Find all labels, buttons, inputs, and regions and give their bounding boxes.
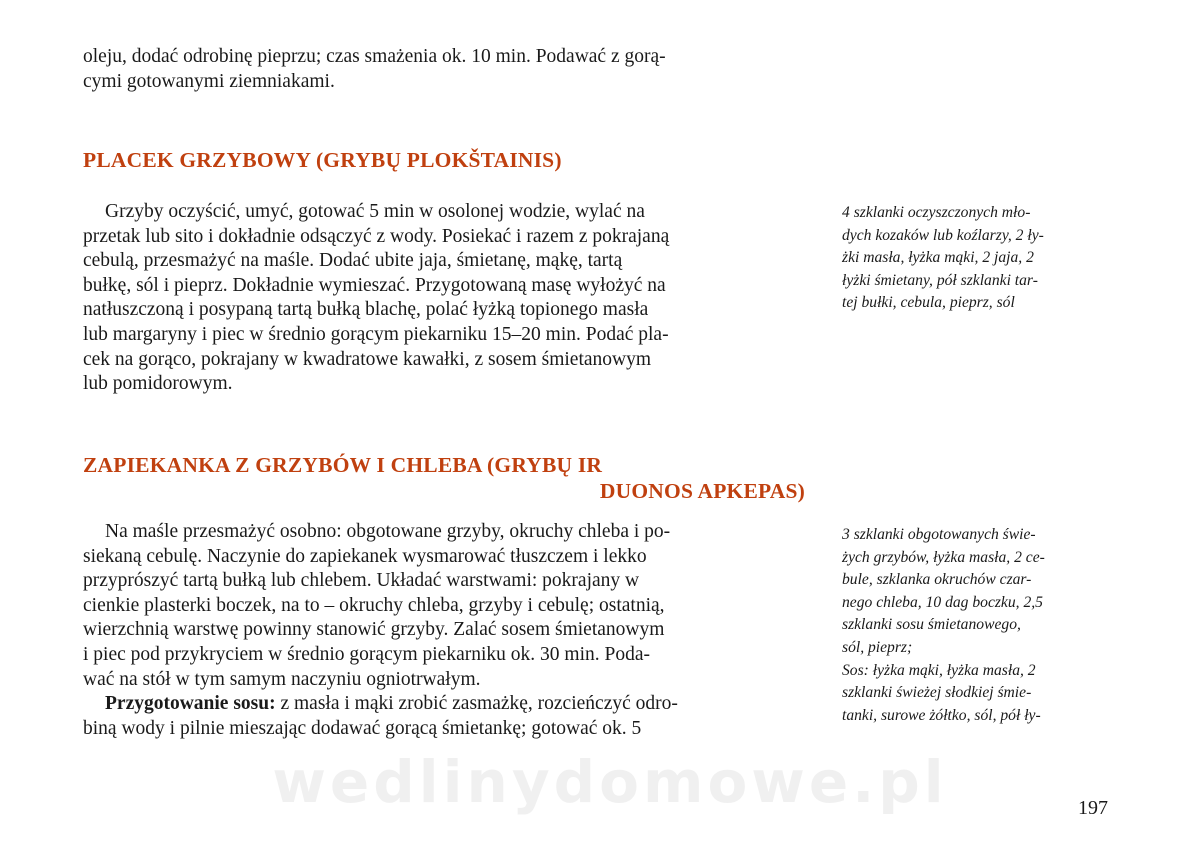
ingredient-line: tej bułki, cebula, pieprz, sól bbox=[842, 294, 1015, 312]
ingredient-line: 3 szklanki obgotowanych świe- bbox=[842, 526, 1036, 543]
recipe2-body bbox=[83, 520, 805, 741]
text-line: cienkie plasterki boczek, na to – okruchy chleba, grzyby i cebulę; ostatnią, bbox=[83, 594, 665, 616]
sauce-line bbox=[83, 692, 805, 717]
text-line: lub pomidorowym. bbox=[83, 373, 233, 395]
ingredient-line: sól, pieprz; bbox=[842, 638, 913, 656]
text-line: Grzyby oczyścić, umyć, gotować 5 min w osolonej wodzie, wylać na bbox=[105, 201, 645, 222]
recipe2-ingredients bbox=[842, 524, 1117, 727]
ingredient-line: nego chleba, 10 dag boczku, 2,5 bbox=[842, 593, 1043, 611]
ingredient-line: szklanki świeżej słodkiej śmie- bbox=[842, 684, 1032, 702]
text-line: cek na gorąco, pokrajany w kwadratowe kawałki, z sosem śmietanowym bbox=[83, 348, 652, 370]
text-line: siekaną cebulę. Naczynie do zapiekanek wysmarować tłuszczem i lekko bbox=[83, 545, 647, 567]
text-line: biną wody i pilnie mieszając dodawać gorącą śmietankę; gotować ok. 5 bbox=[83, 717, 642, 739]
ingredient-line: łyżki śmietany, pół szklanki tar- bbox=[842, 271, 1038, 289]
recipe2-title bbox=[83, 452, 805, 504]
text-line: i piec pod przykryciem w średnio gorącym piekarniku ok. 30 min. Poda- bbox=[83, 643, 650, 665]
ingredient-line: 4 szklanki oczyszczonych mło- bbox=[842, 204, 1031, 221]
intro-paragraph bbox=[83, 45, 805, 94]
text-line: lub margaryny i piec w średnio gorącym piekarniku 15–20 min. Podać pla- bbox=[83, 323, 669, 345]
ingredient-line: dych kozaków lub koźlarzy, 2 ły- bbox=[842, 226, 1044, 244]
sauce-label: Przygotowanie sosu: bbox=[105, 693, 276, 715]
text-line: wierzchnią warstwę powinny stanowić grzyby. Zalać sosem śmietanowym bbox=[83, 619, 665, 641]
text-line: cebulą, przesmażyć na maśle. Dodać ubite jaja, śmietanę, mąkę, tartą bbox=[83, 250, 623, 272]
watermark: wedlinydomowe.pl bbox=[272, 748, 948, 816]
ingredient-line: tanki, surowe żółtko, sól, pół ły- bbox=[842, 706, 1041, 724]
text-line: wać na stół w tym samym naczyniu ogniotrwałym. bbox=[83, 668, 481, 690]
ingredient-line: żki masła, łyżka mąki, 2 jaja, 2 bbox=[842, 249, 1034, 267]
ingredient-line: Sos: łyżka mąki, łyżka masła, 2 bbox=[842, 661, 1036, 679]
sauce-text: z masła i mąki zrobić zasmażkę, rozcieńczyć odro- bbox=[275, 693, 678, 715]
text-line: Na maśle przesmażyć osobno: obgotowane grzyby, okruchy chleba i po- bbox=[105, 521, 671, 542]
text-line: natłuszczoną i posypaną tartą bułką blachę, polać łyżką topionego masła bbox=[83, 299, 649, 321]
text-line: bułkę, sól i pieprz. Dokładnie wymieszać. Przygotowaną masę wyłożyć na bbox=[83, 274, 666, 296]
ingredient-line: bule, szklanka okruchów czar- bbox=[842, 571, 1032, 589]
recipe1-title: PLACEK GRZYBOWY (GRYBŲ PLOKŠTAINIS) bbox=[83, 148, 562, 172]
text-line: przyprószyć tartą bułką lub chlebem. Układać warstwami: pokrajany w bbox=[83, 570, 640, 592]
text-line: cymi gotowanymi ziemniakami. bbox=[83, 70, 335, 92]
text-line: przetak lub sito i dokładnie odsączyć z wody. Posiekać i razem z pokrajaną bbox=[83, 225, 670, 247]
recipe2-title-line2: DUONOS APKEPAS) bbox=[599, 479, 805, 503]
page-number: 197 bbox=[1078, 797, 1108, 819]
recipe1-ingredients bbox=[842, 202, 1117, 315]
text-line: oleju, dodać odrobinę pieprzu; czas smażenia ok. 10 min. Podawać z gorą- bbox=[83, 46, 666, 67]
recipe2-title-line1: ZAPIEKANKA Z GRZYBÓW I CHLEBA (GRYBŲ IR bbox=[83, 453, 603, 477]
recipe1-body bbox=[83, 200, 805, 397]
ingredient-line: szklanki sosu śmietanowego, bbox=[842, 616, 1021, 634]
ingredient-line: żych grzybów, łyżka masła, 2 ce- bbox=[842, 548, 1045, 566]
